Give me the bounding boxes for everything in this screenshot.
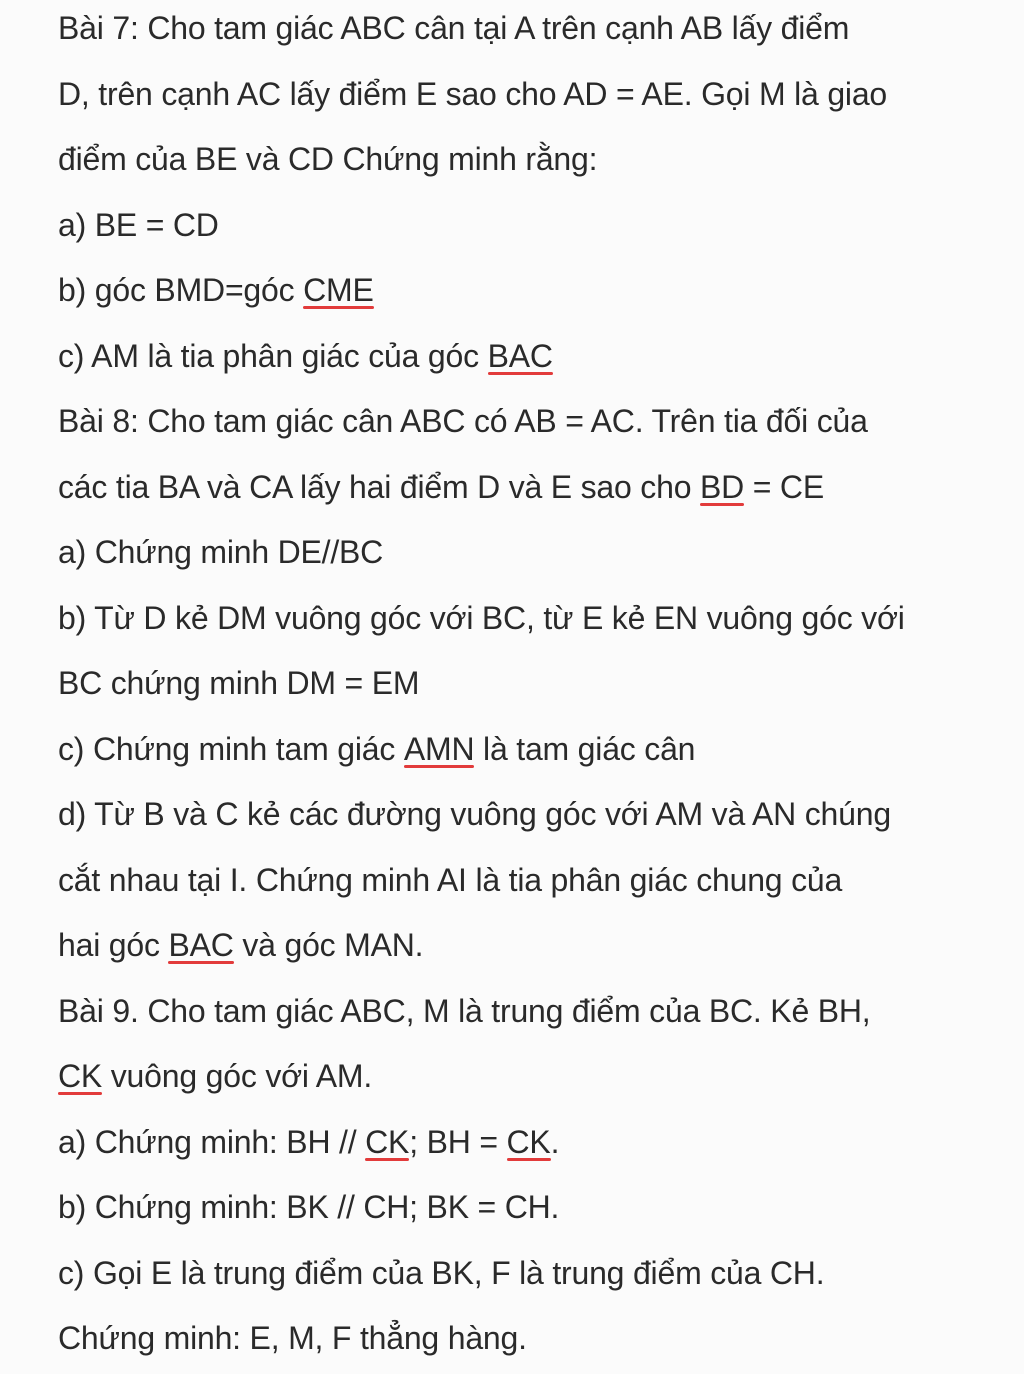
bai9-part-a [58,1122,559,1162]
spellcheck-underline: BAC [168,927,234,963]
bai7-part-c [58,336,553,376]
spellcheck-underline: AMN [403,731,475,767]
bai8-line-2 [58,467,824,507]
bai7-part-b [58,270,374,310]
spellcheck-underline: CK [365,1124,410,1160]
bai8-part-c [58,729,695,769]
text: là tam giác cân [474,731,696,767]
bai9-part-b: b) Chứng minh: BK // CH; BK = CH. [58,1189,560,1225]
bai8-part-d-line-1: d) Từ B và C kẻ các đường vuông góc với AM và AN chúng [58,796,891,832]
text: b) góc BMD=góc [58,272,304,308]
spellcheck-underline: CK [506,1124,551,1160]
text: vuông góc với AM. [102,1058,373,1094]
bai9-part-c-line-1: c) Gọi E là trung điểm của BK, F là trung điểm của CH. [58,1255,825,1291]
bai7-line-3: điểm của BE và CD Chứng minh rằng: [58,141,598,177]
spellcheck-underline: BD [700,469,745,505]
bai9-line-1: Bài 9. Cho tam giác ABC, M là trung điểm của BC. Kẻ BH, [58,993,871,1029]
text: ; BH = [409,1124,507,1160]
spellcheck-underline: CME [303,272,374,308]
spellcheck-underline: CK [58,1058,103,1094]
text: và góc MAN. [233,927,424,963]
bai8-part-b-line-2: BC chứng minh DM = EM [58,665,420,701]
bai7-part-a: a) BE = CD [58,207,219,243]
bai8-part-a: a) Chứng minh DE//BC [58,534,384,570]
bai7-line-2: D, trên cạnh AC lấy điểm E sao cho AD = AE. Gọi M là giao [58,76,888,112]
text: các tia BA và CA lấy hai điểm D và E sao cho [58,469,700,505]
bai8-part-d-line-2: cắt nhau tại I. Chứng minh AI là tia phân giác chung của [58,862,843,898]
text: hai góc [58,927,169,963]
text: c) Chứng minh tam giác [58,731,404,767]
bai8-line-1: Bài 8: Cho tam giác cân ABC có AB = AC. Trên tia đối của [58,403,868,439]
spellcheck-underline: BAC [487,338,553,374]
text: a) Chứng minh: BH // [58,1124,366,1160]
bai7-line-1: Bài 7: Cho tam giác ABC cân tại A trên cạnh AB lấy điểm [58,10,850,46]
bai8-part-d-line-3 [58,925,423,965]
bai8-part-b-line-1: b) Từ D kẻ DM vuông góc với BC, từ E kẻ EN vuông góc với [58,600,905,636]
text: . [550,1124,560,1160]
bai9-part-c-line-2: Chứng minh: E, M, F thẳng hàng. [58,1320,527,1356]
bai9-line-2 [58,1056,372,1096]
text: = CE [744,469,824,505]
text: c) AM là tia phân giác của góc [58,338,488,374]
